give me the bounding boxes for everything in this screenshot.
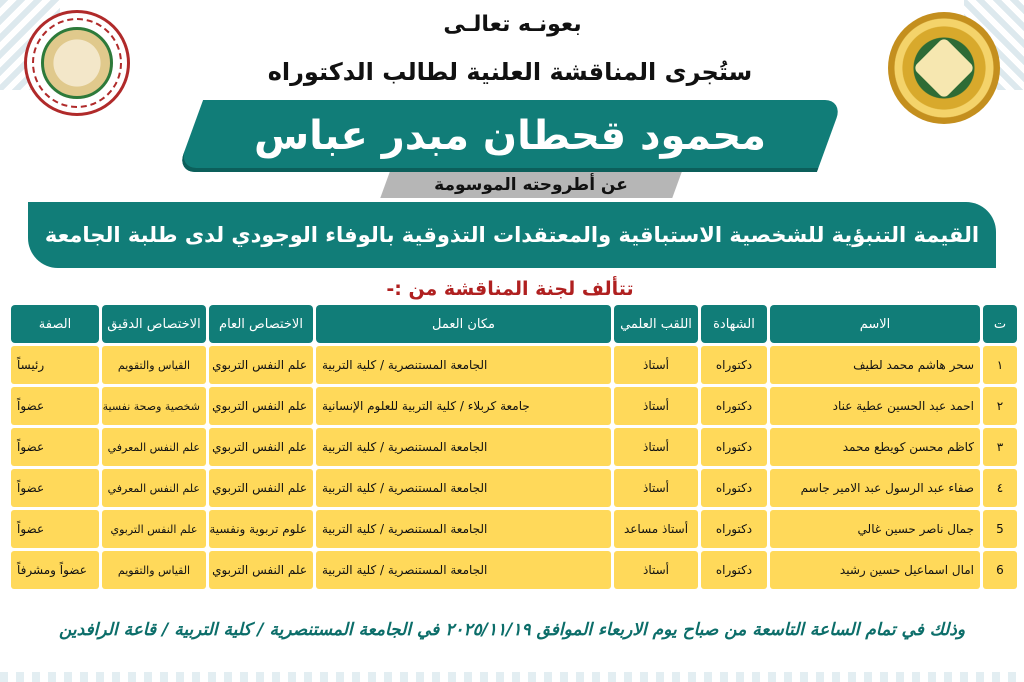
university-logo-emblem [913,37,975,99]
row-name: صفاء عبد الرسول عبد الامير جاسم [770,469,980,507]
row-degree: دكتوراه [701,387,767,425]
row-general-spec: علوم تربوية ونفسية [209,510,313,548]
row-name: جمال ناصر حسين غالي [770,510,980,548]
table-row [11,510,1017,548]
announcement-subtitle: ستُجرى المناقشة العلنية لطالب الدكتوراه [267,58,753,86]
row-precise-spec: علم النفس التربوي [102,510,206,548]
thesis-intro: عن أطروحته الموسومة [434,175,628,195]
row-degree: دكتوراه [701,510,767,548]
row-name: احمد عبد الحسين عطية عناد [770,387,980,425]
header-rank: اللقب العلمي [614,305,698,343]
row-num: 6 [983,551,1017,589]
row-degree: دكتوراه [701,469,767,507]
row-role: عضواً ومشرفاً [11,551,99,589]
header-degree: الشهادة [701,305,767,343]
header-precise-spec: الاختصاص الدقيق [102,305,206,343]
table-row [11,387,1017,425]
row-precise-spec: القياس والتقويم [102,346,206,384]
row-num: 5 [983,510,1017,548]
candidate-name: محمود قحطان مبدر عباس [253,113,767,159]
row-degree: دكتوراه [701,346,767,384]
committee-table [8,302,1020,592]
row-num: ٢ [983,387,1017,425]
row-role: عضواً [11,428,99,466]
row-workplace: الجامعة المستنصرية / كلية التربية [316,510,611,548]
row-workplace: الجامعة المستنصرية / كلية التربية [316,551,611,589]
row-rank: أستاذ [614,551,698,589]
row-precise-spec: القياس والتقويم [102,551,206,589]
header-name: الاسم [770,305,980,343]
row-num: ٣ [983,428,1017,466]
committee-title: تتألف لجنة المناقشة من :- [386,278,634,300]
row-degree: دكتوراه [701,551,767,589]
row-workplace: الجامعة المستنصرية / كلية التربية [316,428,611,466]
college-logo-emblem [41,27,113,99]
row-num: ١ [983,346,1017,384]
row-name: امال اسماعيل حسين رشيد [770,551,980,589]
row-role: عضواً [11,387,99,425]
row-rank: أستاذ [614,346,698,384]
row-name: كاظم محسن كويطع محمد [770,428,980,466]
table-row [11,469,1017,507]
row-role: عضواً [11,510,99,548]
row-role: رئيساً [11,346,99,384]
row-general-spec: علم النفس التربوي [209,346,313,384]
row-general-spec: علم النفس التربوي [209,428,313,466]
row-rank: أستاذ مساعد [614,510,698,548]
row-degree: دكتوراه [701,428,767,466]
row-general-spec: علم النفس التربوي [209,469,313,507]
row-rank: أستاذ [614,469,698,507]
header-general-spec: الاختصاص العام [209,305,313,343]
table-row [11,428,1017,466]
thesis-title: القيمة التنبؤية للشخصية الاستباقية والمعتقدات التذوقية بالوفاء الوجودي لدى طلبة الجامعة [44,223,980,247]
table-row [11,346,1017,384]
footer-details: وذلك في تمام الساعة التاسعة من صباح يوم الاربعاء الموافق ٢٠٢٥/١١/١٩ في الجامعة المستنصرية / كلية التربية / قاعة الرافدين [58,620,966,640]
row-workplace: جامعة كربلاء / كلية التربية للعلوم الإنسانية [316,387,611,425]
row-precise-spec: علم النفس المعرفي [102,469,206,507]
row-general-spec: علم النفس التربوي [209,387,313,425]
row-workplace: الجامعة المستنصرية / كلية التربية [316,346,611,384]
header-role: الصفة [11,305,99,343]
college-logo [24,10,130,116]
header-num: ت [983,305,1017,343]
row-rank: أستاذ [614,428,698,466]
invocation-text: بعونـه تعالـى [443,12,582,37]
row-name: سحر هاشم محمد لطيف [770,346,980,384]
row-precise-spec: علم النفس المعرفي [102,428,206,466]
row-role: عضواً [11,469,99,507]
table-header-row [11,305,1017,343]
row-rank: أستاذ [614,387,698,425]
row-num: ٤ [983,469,1017,507]
university-logo [888,12,1000,124]
bottom-decoration [0,672,1024,682]
header-workplace: مكان العمل [316,305,611,343]
row-workplace: الجامعة المستنصرية / كلية التربية [316,469,611,507]
table-row [11,551,1017,589]
row-general-spec: علم النفس التربوي [209,551,313,589]
row-precise-spec: شخصية وصحة نفسية [102,387,206,425]
